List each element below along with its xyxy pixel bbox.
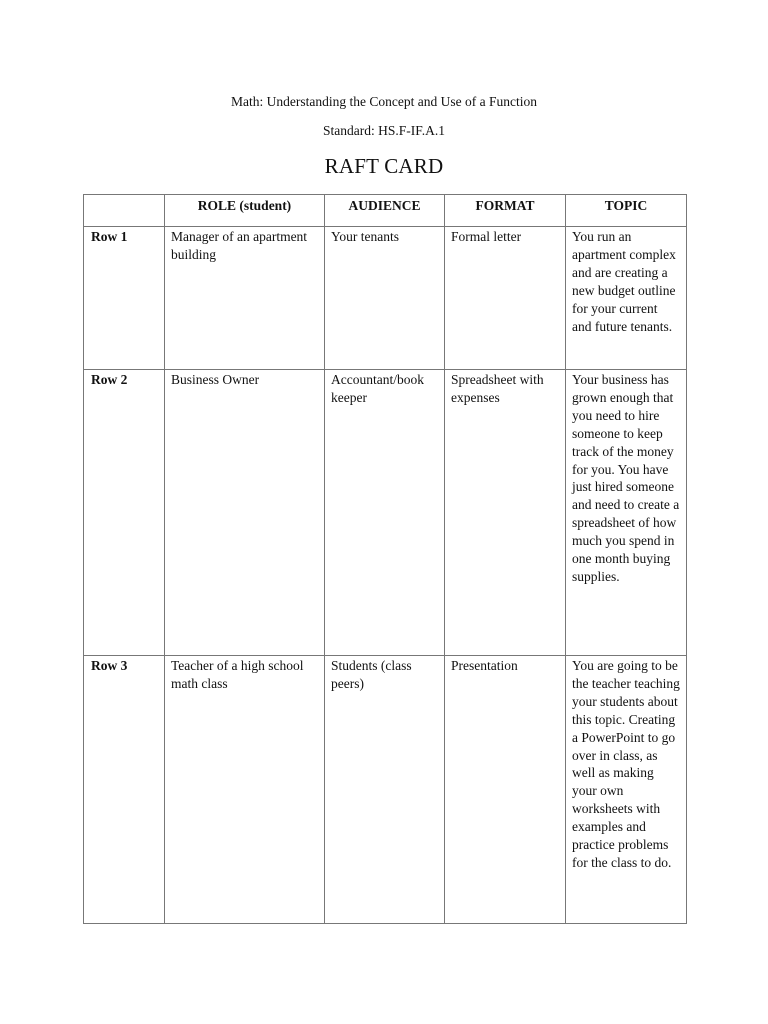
row-label: Row 1 (84, 227, 165, 370)
topic-cell: You run an apartment complex and are creating a new budget outline for your current and future tenants. (566, 227, 687, 370)
role-cell: Manager of an apartment building (165, 227, 325, 370)
subject-line: Math: Understanding the Concept and Use of a Function (231, 94, 537, 109)
standard-line: Standard: HS.F-IF.A.1 (323, 123, 445, 138)
raft-table (83, 194, 687, 924)
role-cell: Business Owner (165, 370, 325, 656)
header-role: ROLE (student) (165, 195, 325, 227)
header-audience: AUDIENCE (325, 195, 445, 227)
format-cell: Presentation (445, 656, 566, 924)
table-row (84, 656, 687, 924)
audience-cell: Your tenants (325, 227, 445, 370)
row-label: Row 3 (84, 656, 165, 924)
role-cell: Teacher of a high school math class (165, 656, 325, 924)
page-title: RAFT CARD (324, 154, 444, 178)
header-row (84, 195, 687, 227)
format-cell: Spreadsheet with expenses (445, 370, 566, 656)
header-format: FORMAT (445, 195, 566, 227)
header-blank-cell (84, 195, 165, 227)
audience-cell: Students (class peers) (325, 656, 445, 924)
row-label: Row 2 (84, 370, 165, 656)
format-cell: Formal letter (445, 227, 566, 370)
topic-cell: Your business has grown enough that you need to hire someone to keep track of the money for you. You have just hired someone and need to create a spreadsheet of how much you spend in one month buying supplies. (566, 370, 687, 656)
header-topic: TOPIC (566, 195, 687, 227)
audience-cell: Accountant/book keeper (325, 370, 445, 656)
table-row (84, 227, 687, 370)
topic-cell: You are going to be the teacher teaching your students about this topic. Creating a PowerPoint to go over in class, as well as making your own worksheets with examples and practice problems for the class to do. (566, 656, 687, 924)
table-row (84, 370, 687, 656)
